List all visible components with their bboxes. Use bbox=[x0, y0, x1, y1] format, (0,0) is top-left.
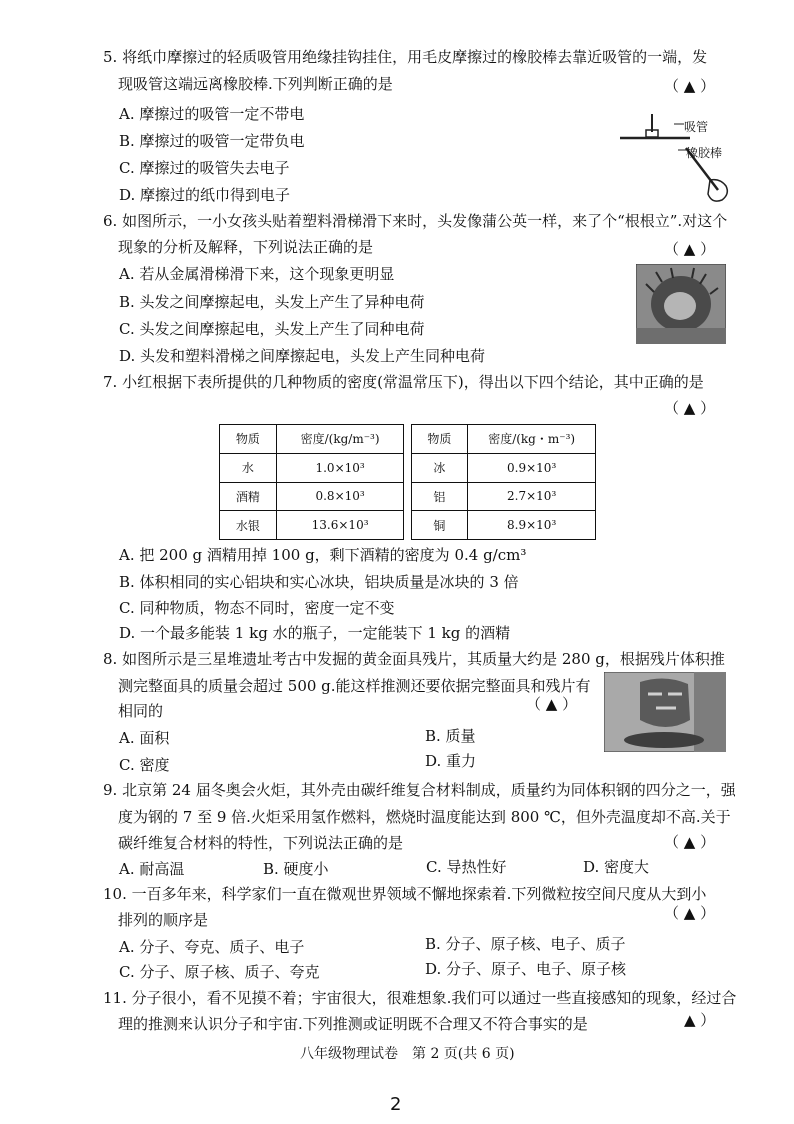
q9-stem-line3: 碳纤维复合材料的特性，下列说法正确的是 bbox=[118, 834, 404, 852]
table-cell: 1.0×10³ bbox=[276, 453, 404, 482]
q11-stem-line2: 理的推测来认识分子和宇宙.下列推测或证明既不合理又不符合事实的是 bbox=[118, 1015, 588, 1033]
q7-option-a: A. 把 200 g 酒精用掉 100 g，剩下酒精的密度为 0.4 g/cm³ bbox=[119, 546, 527, 564]
q7-option-c: C. 同种物质，物态不同时，密度一定不变 bbox=[119, 599, 395, 617]
q5-option-c: C. 摩擦过的吸管失去电子 bbox=[119, 159, 290, 177]
q9-stem-line1: 9. 北京第 24 届冬奥会火炬，其外壳由碳纤维复合材料制成，质量约为同体积钢的四分之一，强 bbox=[103, 781, 736, 799]
table-cell: 0.9×10³ bbox=[468, 453, 596, 482]
q8-option-c: C. 密度 bbox=[119, 756, 170, 774]
q5-option-d: D. 摩擦过的纸巾得到电子 bbox=[119, 186, 291, 204]
table-row bbox=[220, 482, 596, 511]
table-cell: 13.6×10³ bbox=[276, 511, 404, 540]
q5-option-b: B. 摩擦过的吸管一定带负电 bbox=[119, 132, 305, 150]
q6-option-c: C. 头发之间摩擦起电，头发上产生了同种电荷 bbox=[119, 320, 425, 338]
q5-option-a: A. 摩擦过的吸管一定不带电 bbox=[119, 105, 305, 123]
q8-answer-slot: （ ▲ ） bbox=[526, 695, 578, 713]
q10-option-a: A. 分子、夸克、质子、电子 bbox=[119, 938, 305, 956]
q5-stem-line2: 现吸管这端远离橡胶棒.下列判断正确的是 bbox=[118, 75, 393, 93]
q6-option-d: D. 头发和塑料滑梯之间摩擦起电，头发上产生同种电荷 bbox=[119, 347, 486, 365]
q10-answer-slot: （ ▲ ） bbox=[664, 904, 716, 922]
q8-stem-line2: 测完整面具的质量会超过 500 g.能这样推测还要依据完整面具和残片有 bbox=[118, 677, 591, 695]
table-row bbox=[220, 453, 596, 482]
q10-stem-line2: 排列的顺序是 bbox=[118, 911, 209, 929]
table-cell: 铜 bbox=[411, 511, 468, 540]
q8-option-d: D. 重力 bbox=[425, 752, 477, 770]
table-header-cell: 物质 bbox=[220, 425, 277, 454]
straw-label: 吸管 bbox=[684, 120, 709, 134]
q7-stem-line1: 7. 小红根据下表所提供的几种物质的密度(常温常压下)，得出以下四个结论，其中正确的是 bbox=[103, 373, 704, 391]
q11-stem-line1: 11. 分子很小，看不见摸不着；宇宙很大，很难想象.我们可以通过一些直接感知的现象，经过合 bbox=[103, 989, 737, 1007]
q9-option-c: C. 导热性好 bbox=[426, 858, 507, 876]
q9-option-b: B. 硬度小 bbox=[263, 860, 329, 878]
q7-option-b: B. 体积相同的实心铝块和实心冰块，铝块质量是冰块的 3 倍 bbox=[119, 573, 519, 591]
table-header-row bbox=[220, 425, 596, 454]
table-cell: 2.7×10³ bbox=[468, 482, 596, 511]
density-table bbox=[219, 424, 596, 540]
table-header-cell: 物质 bbox=[411, 425, 468, 454]
gold-mask-photo bbox=[604, 672, 726, 752]
q10-option-d: D. 分子、原子、电子、原子核 bbox=[425, 960, 627, 978]
q7-answer-slot: （ ▲ ） bbox=[664, 399, 716, 417]
q6-answer-slot: （ ▲ ） bbox=[664, 240, 716, 258]
q10-option-c: C. 分子、原子核、质子、夸克 bbox=[119, 963, 320, 981]
girl-slide-photo bbox=[636, 264, 726, 344]
table-header-cell: 密度/(kg/m⁻³) bbox=[276, 425, 404, 454]
table-cell: 水银 bbox=[220, 511, 277, 540]
q11-answer-slot: ▲ ） bbox=[684, 1011, 716, 1029]
q9-option-a: A. 耐高温 bbox=[119, 860, 185, 878]
table-cell: 0.8×10³ bbox=[276, 482, 404, 511]
table-cell: 8.9×10³ bbox=[468, 511, 596, 540]
page-number: 2 bbox=[390, 1094, 402, 1115]
q8-option-a: A. 面积 bbox=[119, 729, 170, 747]
page-footer: 八年级物理试卷 第 2 页(共 6 页) bbox=[300, 1046, 515, 1062]
table-cell: 冰 bbox=[411, 453, 468, 482]
q10-option-b: B. 分子、原子核、电子、质子 bbox=[425, 935, 626, 953]
q8-stem-line3: 相同的 bbox=[118, 702, 164, 720]
q6-option-b: B. 头发之间摩擦起电，头发上产生了异种电荷 bbox=[119, 293, 425, 311]
q8-stem-line1: 8. 如图所示是三星堆遗址考古中发掘的黄金面具残片，其质量大约是 280 g，根据残片体积推 bbox=[103, 650, 725, 668]
q9-answer-slot: （ ▲ ） bbox=[664, 833, 716, 851]
q8-option-b: B. 质量 bbox=[425, 727, 476, 745]
q10-stem-line1: 10. 一百多年来，科学家们一直在微观世界领域不懈地探索着.下列微粒按空间尺度从大到小 bbox=[103, 885, 707, 903]
q6-stem-line1: 6. 如图所示，一小女孩头贴着塑料滑梯滑下来时，头发像蒲公英一样，来了个“根根立”.对这个 bbox=[103, 212, 728, 230]
table-header-cell: 密度/(kg・m⁻³) bbox=[468, 425, 596, 454]
table-cell: 铝 bbox=[411, 482, 468, 511]
q5-stem-line1: 5. 将纸巾摩擦过的轻质吸管用绝缘挂钩挂住，用毛皮摩擦过的橡胶棒去靠近吸管的一端，发 bbox=[103, 48, 708, 66]
q5-answer-slot: （ ▲ ） bbox=[664, 77, 716, 95]
table-cell: 酒精 bbox=[220, 482, 277, 511]
table-cell: 水 bbox=[220, 453, 277, 482]
q6-stem-line2: 现象的分析及解释，下列说法正确的是 bbox=[118, 238, 374, 256]
table-row bbox=[220, 511, 596, 540]
q9-stem-line2: 度为钢的 7 至 9 倍.火炬采用氢作燃料，燃烧时温度能达到 800 ℃，但外壳温度却不高.关于 bbox=[118, 808, 731, 826]
q7-option-d: D. 一个最多能装 1 kg 水的瓶子，一定能装下 1 kg 的酒精 bbox=[119, 624, 511, 642]
rod-label: 橡胶棒 bbox=[686, 146, 723, 160]
q9-option-d: D. 密度大 bbox=[583, 858, 650, 876]
q6-option-a: A. 若从金属滑梯滑下来，这个现象更明显 bbox=[119, 265, 395, 283]
